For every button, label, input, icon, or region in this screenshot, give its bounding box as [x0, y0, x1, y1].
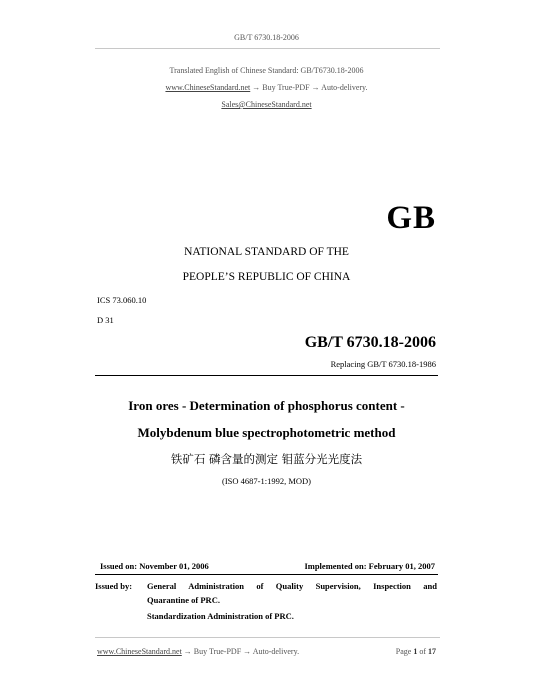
page-current: 1 — [413, 647, 418, 656]
national-line-2: PEOPLE’S REPUBLIC OF CHINA — [182, 271, 351, 283]
title-line-1: Iron ores - Determination of phosphorus content - — [128, 398, 405, 413]
standard-number: GB/T 6730.18-2006 — [304, 334, 436, 351]
ics-code: ICS 73.060.10 — [97, 295, 147, 305]
national-line-1: NATIONAL STANDARD OF THE — [184, 246, 349, 258]
dates-rule — [95, 574, 438, 575]
page-total: 17 — [428, 647, 436, 656]
email-link[interactable]: Sales@ChineseStandard.net — [221, 100, 312, 109]
gb-logo: GB — [386, 200, 436, 236]
footer-site-link[interactable]: www.ChineseStandard.net — [97, 647, 182, 656]
title-chinese: 铁矿石 磷含量的测定 钼蓝分光光度法 — [170, 452, 363, 466]
replacing-line — [331, 359, 436, 369]
issuer-line-2: Quarantine of PRC. — [147, 595, 220, 605]
issued-date: Issued on: November 01, 2006 — [100, 561, 209, 571]
running-header: GB/T 6730.18-2006 — [234, 33, 299, 42]
page-indicator — [396, 647, 436, 656]
arrow-right-icon: → — [243, 647, 252, 656]
arrow-right-icon: → — [311, 83, 320, 92]
arrow-right-icon: → — [183, 647, 192, 656]
translated-line: Translated English of Chinese Standard: GB/T6730.18-2006 — [169, 66, 364, 75]
header-divider — [95, 48, 440, 49]
footer-divider — [95, 637, 440, 638]
buy-text: Buy True-PDF — [262, 83, 310, 92]
footer-buy-text: Buy True-PDF — [193, 647, 242, 656]
issuer-line-3: Standardization Administration of PRC. — [147, 611, 294, 621]
title-rule — [95, 375, 438, 376]
auto-delivery-text: Auto-delivery. — [321, 83, 368, 92]
footer-purchase-line — [97, 647, 299, 656]
page-label: Page — [395, 647, 412, 656]
footer-auto-delivery-text: Auto-delivery. — [252, 647, 300, 656]
implemented-date: Implemented on: February 01, 2007 — [304, 561, 435, 571]
email-line — [0, 100, 533, 109]
replacing-value: GB/T 6730.18-1986 — [367, 359, 436, 369]
iso-reference: (ISO 4687-1:1992, MOD) — [221, 476, 311, 486]
issued-by-label: Issued by: — [95, 581, 133, 591]
arrow-right-icon: → — [252, 83, 261, 92]
issuer-line-1: General Administration of Quality Supervision, Inspection and — [147, 581, 437, 591]
site-link[interactable]: www.ChineseStandard.net — [165, 83, 251, 92]
purchase-line — [0, 83, 533, 92]
title-line-2: Molybdenum blue spectrophotometric method — [137, 425, 396, 440]
replacing-label: Replacing — [330, 359, 366, 369]
page-of: of — [419, 647, 426, 656]
class-code: D 31 — [97, 315, 114, 325]
